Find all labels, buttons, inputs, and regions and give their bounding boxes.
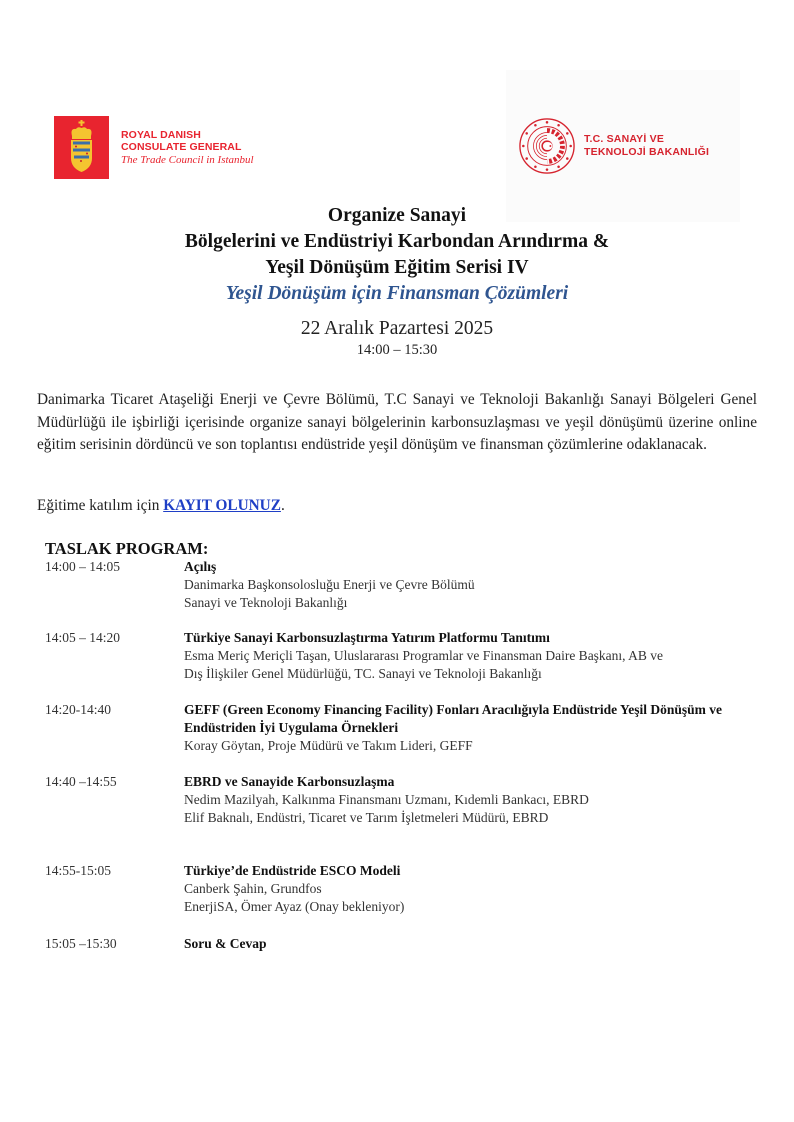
- ministry-logo: [506, 70, 740, 222]
- program-session: [45, 701, 765, 755]
- program-session: [45, 935, 765, 953]
- program-session: [45, 629, 765, 683]
- event-date: 22 Aralık Pazartesi 2025: [300, 318, 494, 339]
- royal-danish-consulate-logo: [54, 116, 254, 179]
- session-speaker: Canberk Şahin, Grundfos: [184, 881, 322, 896]
- program-session: [45, 558, 765, 612]
- intro-paragraph: Danimarka Ticaret Ataşeliği Enerji ve Çevre Bölümü, T.C Sanayi ve Teknoloji Bakanlığı Sanayi Bölgeleri Genel Müdürlüğü ile işbirliği içerisinde organize sanayi bölgelerinin karbonsuzlaşması ve yeşil dönüşümü üzerine online eğitim serisinin dördüncü ve son toplantısı endüstride yeşil dönüşüm ve finansman çözümlerine odaklanacak.: [37, 391, 757, 453]
- session-time: 14:20-14:40: [45, 702, 111, 717]
- document-header: [0, 203, 794, 359]
- session-speaker: Dış İlişkiler Genel Müdürlüğü, TC. Sanayi ve Teknoloji Bakanlığı: [184, 666, 542, 681]
- logo-line-2: CONSULATE GENERAL: [121, 141, 242, 153]
- session-speaker: Elif Baknalı, Endüstri, Ticaret ve Tarım İşletmeleri Müdürü, EBRD: [184, 810, 549, 825]
- session-title: EBRD ve Sanayide Karbonsuzlaşma: [184, 774, 395, 789]
- session-time: 14:55-15:05: [45, 863, 111, 878]
- danish-coat-of-arms-icon: [54, 116, 109, 179]
- session-speaker: Koray Göytan, Proje Müdürü ve Takım Lideri, GEFF: [184, 738, 473, 753]
- session-time: 14:40 –14:55: [45, 774, 117, 789]
- session-speaker: EnerjiSA, Ömer Ayaz (Onay bekleniyor): [184, 899, 405, 914]
- session-title: Türkiye’de Endüstride ESCO Modeli: [184, 863, 401, 878]
- registration-prefix: Eğitime katılım için: [37, 497, 164, 514]
- session-speaker: Esma Meriç Meriçli Taşan, Uluslararası Programlar ve Finansman Daire Başkanı, AB ve: [184, 648, 664, 663]
- registration-suffix: .: [280, 497, 285, 514]
- logo-line-1: ROYAL DANISH: [121, 129, 201, 141]
- event-time: 14:00 – 15:30: [356, 342, 438, 358]
- session-time: 14:00 – 14:05: [45, 559, 121, 574]
- session-title: Soru & Cevap: [184, 936, 267, 951]
- title-line-1: Organize Sanayi: [327, 205, 467, 226]
- session-title: Türkiye Sanayi Karbonsuzlaştırma Yatırım Platformu Tanıtımı: [184, 630, 550, 645]
- ministry-seal-icon: [518, 117, 576, 175]
- program-heading: TASLAK PROGRAM:: [45, 539, 209, 558]
- session-speaker: Nedim Mazilyah, Kalkınma Finansmanı Uzmanı, Kıdemli Bankacı, EBRD: [184, 792, 589, 807]
- register-link[interactable]: KAYIT OLUNUZ: [163, 497, 281, 514]
- title-line-3: Yeşil Dönüşüm Eğitim Serisi IV: [265, 257, 529, 278]
- session-time: 15:05 –15:30: [45, 936, 117, 951]
- subtitle: Yeşil Dönüşüm için Finansman Çözümleri: [225, 283, 569, 304]
- logo-line-3: The Trade Council in Istanbul: [121, 154, 254, 166]
- program-session: [45, 862, 765, 916]
- program-session: [45, 773, 765, 827]
- registration-line: [37, 495, 285, 517]
- title-line-2: Bölgelerini ve Endüstriyi Karbondan Arındırma &: [184, 231, 610, 252]
- session-speaker: Danimarka Başkonsolosluğu Enerji ve Çevre Bölümü: [184, 577, 475, 592]
- session-title: GEFF (Green Economy Financing Facility) Fonları Aracılığıyla Endüstride Yeşil Dönüşüm ve Endüstriden İyi Uygulama Örnekleri: [184, 702, 723, 735]
- session-title: Açılış: [184, 559, 217, 574]
- ministry-line-2: TEKNOLOJİ BAKANLIĞI: [584, 146, 710, 158]
- ministry-line-1: T.C. SANAYİ VE: [584, 133, 665, 145]
- session-time: 14:05 – 14:20: [45, 630, 121, 645]
- session-speaker: Sanayi ve Teknoloji Bakanlığı: [184, 595, 348, 610]
